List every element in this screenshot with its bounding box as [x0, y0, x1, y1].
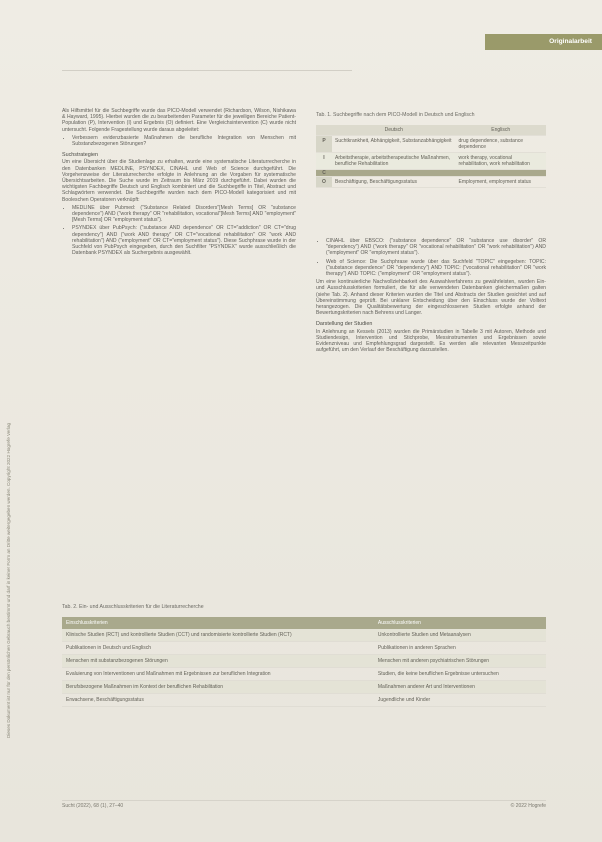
table-cell: Employment, employment status: [456, 177, 546, 188]
table-cell: Unkontrollierte Studien und Metaanalysen: [374, 629, 546, 642]
table-cell: Berufsbezogene Maßnahmen im Kontext der beruflichen Rehabilitation: [62, 681, 374, 694]
table-cell: Suchtkrankheit, Abhängigkeit, Substanzabhängigkeit: [332, 136, 456, 153]
table-cell: Jugendliche und Kinder: [374, 694, 546, 707]
list-item: • MEDLINE über Pubmed: ("Substance Related Disorders"[Mesh Terms] OR "substance dependence") AND ("work therapy" OR "rehabilitation, vocational"[Mesh Terms] AND "employment"[Mesh Terms] OR "employment status").: [72, 205, 296, 224]
body-paragraph: In Anlehnung an Kessels (2013) wurden die Primärstudien in Tabelle 3 mit Autoren, Methode und Studiendesign, Intervention und Stichprobe, Messinstrumenten und Ergebnissen sowie Evidenzniveau und Empfehlungsgrad dargestellt. Es werden alle relevanten Messzeitpunkte aufgeführt, um den Verlauf der Beschäftigung darzustellen.: [316, 328, 546, 354]
criteria-table: [62, 617, 546, 707]
database-list: [62, 205, 296, 257]
question-list: [62, 135, 296, 147]
table-cell: Publikationen in anderen Sprachen: [374, 642, 546, 655]
table-cell: P: [316, 136, 332, 153]
section-heading: Suchstrategien: [62, 152, 98, 159]
table-cell: Klinische Studien (RCT) und kontrollierte Studien (CCT) und randomisierte kontrollierte Studien (RCT): [62, 629, 374, 642]
database-list-cont: [316, 238, 546, 277]
footer-journal: © 2022 Hogrefe: [510, 803, 546, 809]
list-item: • CINAHL über EBSCO: ("substance dependence" OR "substance use disorder" OR "dependency") AND ("work therapy" OR "vocational rehabilitation" OR "work rehabilitation") AND ("employment" OR "employment status").: [326, 238, 546, 257]
table-cell: Erwachsene, Beschäftigungsstatus: [62, 694, 374, 707]
table-cell: O: [316, 177, 332, 188]
table2-caption: Tab. 2. Ein- und Ausschlusskriterien für die Literaturrecherche: [62, 604, 204, 610]
right-column: [316, 238, 546, 355]
table-cell: work therapy, vocational rehabilitation, work rehabilitation: [456, 153, 546, 170]
table-header: Deutsch: [332, 125, 456, 136]
question-item: • Verbessern evidenzbasierte Maßnahmen die berufliche Integration von Menschen mit Substanzbezogenen Störungen?: [72, 135, 296, 147]
table-cell: Arbeitstherapie, arbeitstherapeutische Maßnahmen, berufliche Rehabilitation: [332, 153, 456, 170]
section-tag: Originalarbeit: [485, 34, 602, 50]
table-cell: C: [316, 170, 332, 177]
table-cell: Publikationen in Deutsch und Englisch: [62, 642, 374, 655]
table-cell: I: [316, 153, 332, 170]
footer-authors: Sucht (2022), 68 (1), 27–40: [62, 803, 124, 809]
table-cell: [332, 170, 456, 177]
table-cell: drug dependence, substance dependence: [456, 136, 546, 153]
body-paragraph: Um eine kontinuierliche Nachvollziehbarkeit des Auswahlverfahrens zu gewährleisten, wurden Ein- und Ausschlusskriterien formuliert, die für alle verwendeten Datenbanken gleichermaßen galten (siehe Tab. 2). Anhand dieser Kriterien wurden die Titel und Abstracts der Studien gesichtet und auf Übereinstimmung geprüft. Bei unklarer Entscheidung über den Einschluss wurde der Volltext herangezogen. Die Qualitätsbewertung der eingeschlossenen Studien erfolgte anhand der Bewertungskriterien nach Behrens und Langer.: [316, 279, 546, 317]
table-cell: Beschäftigung, Beschäftigungsstatus: [332, 177, 456, 188]
left-column: [62, 108, 296, 258]
list-item: • Web of Science: Die Suchphrase wurde über das Suchfeld "TOPIC" eingegeben: TOPIC: ("substance dependence" OR "dependency") AND TOPIC: ("vocational rehabilitation" OR "work therapy") AND TOPIC: ("employment" OR "employment status").: [326, 259, 546, 278]
table-header: Einschlusskriterien: [62, 617, 374, 629]
table-cell: Studien, die keine beruflichen Ergebnisse untersuchen: [374, 668, 546, 681]
table1-caption: Tab. 1. Suchbegriffe nach dem PICO-Modell in Deutsch und Englisch: [316, 112, 475, 118]
table-header: Ausschlusskriterien: [374, 617, 546, 629]
table-header: Englisch: [456, 125, 546, 136]
table-cell: [456, 170, 546, 177]
body-paragraph: Um eine Übersicht über die Studienlage zu erhalten, wurde eine systematische Literaturrecherche in den Datenbanken MEDLINE, PSYNDEX, CINAHL und Web of Science durchgeführt. Die Vorgehensweise der Literaturrecherche erfolgte in Anlehnung an die Vorgaben für systematische Übersichtsarbeiten. Die Suche wurde im Zeitraum bis März 2019 durchgeführt. Dabei wurden die wichtigsten Fachbegriffe Deutsch und Englisch kombiniert und die Suchbegriffe in Titel, Abstract und Schlagwörtern verwendet. Die Suchbegriffe wurden nach dem PICO-Modell kategorisiert und mit Booleschen Operatoren verknüpft:: [62, 159, 296, 203]
section-heading: Darstellung der Studien: [316, 321, 373, 328]
table-header: [316, 125, 332, 136]
pico-table: [316, 125, 546, 188]
table-cell: Menschen mit substanzbezogenen Störungen: [62, 655, 374, 668]
list-item: • PSYNDEX über PubPsych: ("substance AND dependence" OR CT="addiction" OR CT="drug dependency") AND ("work AND therapy" OR CT="vocational rehabilitation" OR "work AND rehabilitation") AND ("employment" OR CT="employment status"). Diese Suchphrase wurde in der Suchfeld von PubPsych eingegeben, durch den Suchfilter "PSYNDEX" wurde ausschließlich die Datenbank PSYNDEX als Suchergebnis ausgewählt.: [72, 225, 296, 256]
header-rule: [62, 70, 352, 71]
intro-paragraph: Als Hilfsmittel für die Suchbegriffe wurde das PICO-Modell verwendet (Richardson, Wilson, Nishikawa & Hayward, 1995). Hierbei wurden die zu bearbeitenden Parameter für die jeweiligen Bereiche Patient-Population (P), Intervention (I) und Ergebnis (O) definiert. Eine Vergleichsintervention (C) wurde nicht untersucht. Folgende Fragestellung wurde daraus abgeleitet:: [62, 108, 296, 133]
footer-rule: [62, 800, 546, 801]
side-copyright: Dieses Dokument ist nur für den persönlichen Gebrauch bestimmt und darf in keiner Form an Dritte weitergegeben werden. Copyright 2022 Hogrefe Verlag: [6, 422, 11, 738]
table-cell: Evaluierung von Interventionen und Maßnahmen mit Ergebnissen zur beruflichen Integration: [62, 668, 374, 681]
table-cell: Maßnahmen anderer Art und Interventionen: [374, 681, 546, 694]
table-cell: Menschen mit anderen psychiatrischen Störungen: [374, 655, 546, 668]
